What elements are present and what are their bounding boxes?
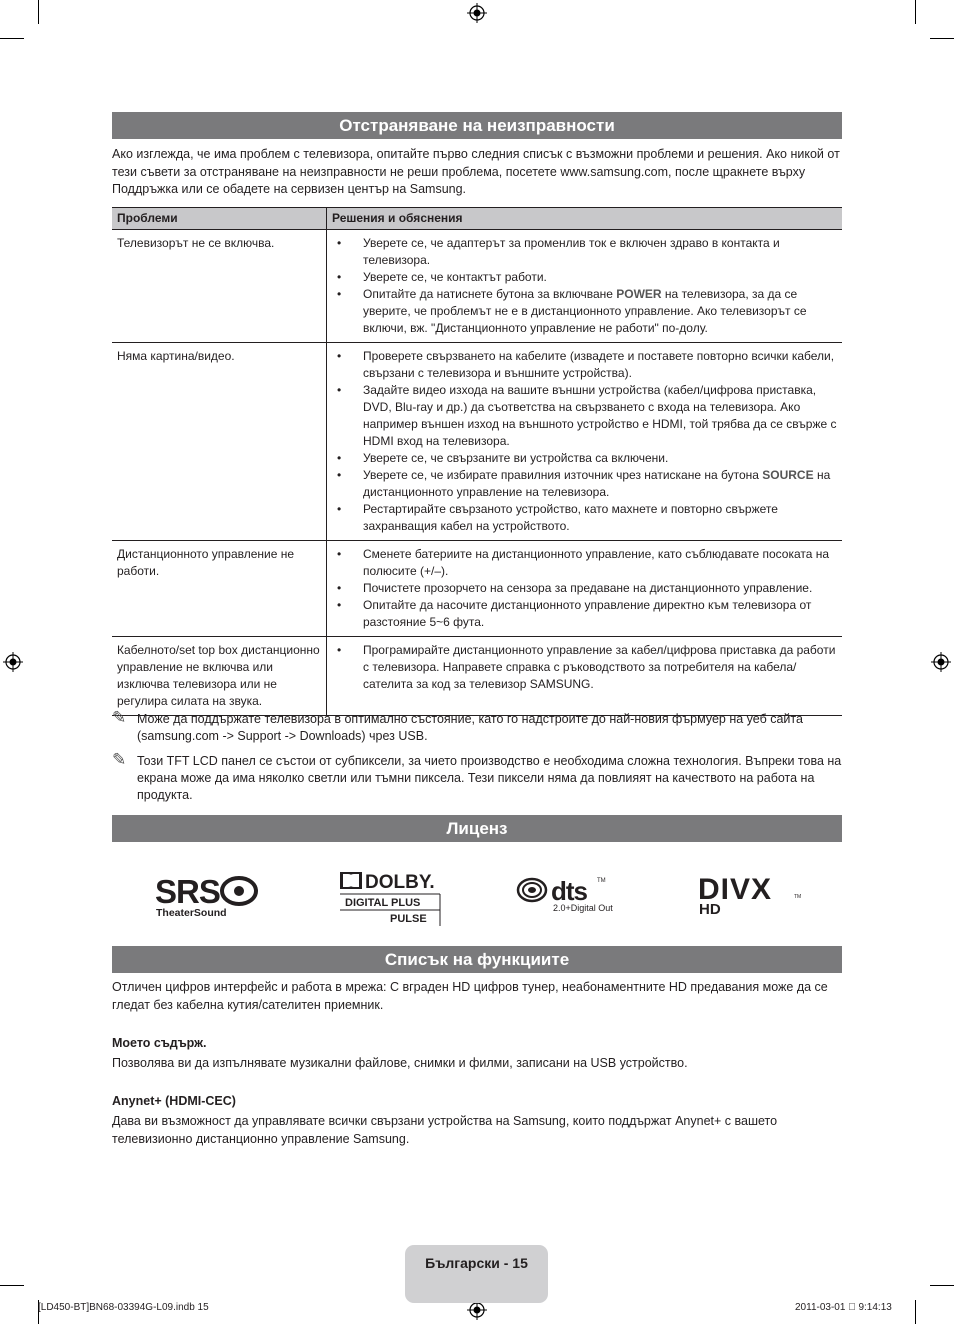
svg-text:TM: TM	[597, 878, 606, 884]
solution-item: • Проверете свързването на кабелите (извадете и поставете повторно всички кабели, свързани с телевизора и външните устройства).	[357, 348, 837, 382]
solution-item: • Сменете батериите на дистанционното управление, като съблюдавате посоката на полюсите (+/–).	[357, 546, 837, 580]
note-pixels	[112, 750, 842, 804]
problem-cell: Телевизорът не се включва.	[112, 230, 327, 343]
note-text: Този TFT LCD панел се състои от субпиксели, за чието производство е необходима сложна технология. Въпреки това на екрана може да има няколко светли или тъмни пиксела. Тези пиксели няма да повлияят на качеството на работа на продукта.	[137, 754, 842, 802]
svg-text:2.0+Digital Out: 2.0+Digital Out	[553, 903, 613, 913]
crop-mark	[915, 1300, 916, 1324]
registration-mark-icon	[931, 652, 951, 672]
solution-item: • Рестартирайте свързаното устройство, като махнете и повторно свържете захранващия кабел на устройството.	[357, 501, 837, 535]
section-title-features: Списък на функциите	[112, 946, 842, 973]
svg-text:DIVX: DIVX	[698, 873, 773, 906]
section-title-troubleshooting: Отстраняване на неизправности	[112, 112, 842, 139]
crop-mark	[38, 0, 39, 24]
pencil-note-icon: ✎	[112, 708, 127, 727]
keyword-power: POWER	[616, 287, 662, 301]
troubleshooting-intro: Ако изглежда, че има проблем с телевизора, опитайте първо следния списък с възможни проблеми и решения. Ако никой от тези съвети за отстраняване на неизправности не реши проблема, посетете www.samsung.com, после щракнете върху Поддръжка или се обадете на сервизен център на Samsung.	[112, 147, 840, 196]
feature-heading: Моето съдърж.	[112, 1036, 207, 1050]
features-intro: Отличен цифров интерфейс и работа в мрежа: С вграден HD цифров тунер, неабонаментните HD предавания може да се гледат без кабелна кутия/сателитен приемник.	[112, 980, 828, 1012]
dolby-logo-icon	[340, 872, 442, 926]
solution-cell	[327, 343, 843, 541]
solution-item: • Опитайте да натиснете бутона за включване POWER на телевизора, за да се уверите, че проблемът не е в дистанционното управление. Ако телевизорът се включи, вж. "Дистанционното управление не работи" по-долу.	[357, 286, 837, 337]
table-row	[112, 637, 842, 716]
table-row	[112, 343, 842, 541]
slug-file-info: [LD450-BT]BN68-03394G-L09.indb 15	[38, 1302, 209, 1313]
keyword-source: SOURCE	[762, 468, 814, 482]
srs-logo-icon	[155, 872, 260, 920]
svg-text:SRS: SRS	[155, 873, 220, 910]
crop-mark	[930, 1285, 954, 1286]
feature-heading: Anynet+ (HDMI-CEC)	[112, 1094, 236, 1108]
column-header-problems: Проблеми	[112, 208, 327, 230]
crop-mark	[915, 0, 916, 24]
divx-logo-icon	[698, 872, 804, 916]
solution-cell	[327, 541, 843, 637]
feature-text: Позволява ви да изпълнявате музикални файлове, снимки и филми, записани на USB устройство.	[112, 1056, 688, 1070]
solution-item: • Уверете се, че избирате правилния източник чрез натискане на бутона SOURCE на дистанционното управление на телевизора.	[357, 467, 837, 501]
solution-item: • Уверете се, че контактът работи.	[357, 269, 837, 286]
registration-mark-icon	[3, 652, 23, 672]
problem-cell: Дистанционното управление не работи.	[112, 541, 327, 637]
svg-text:HD: HD	[699, 901, 721, 916]
solution-item: • Уверете се, че свързаните ви устройства са включени.	[357, 450, 837, 467]
solution-cell	[327, 637, 843, 716]
srs-theatersound-logo	[155, 872, 260, 920]
problem-cell: Кабелното/set top box дистанционно управление не включва или изключва телевизора или не регулира силата на звука.	[112, 637, 327, 716]
feature-text: Дава ви възможност да управлявате всички свързани устройства на Samsung, които поддържат Anynet+ с вашето телевизионно дистанционно управление Samsung.	[112, 1114, 778, 1146]
solution-item: • Почистете прозорчето на сензора за предаване на дистанционното управление.	[357, 580, 837, 597]
dts-logo-icon	[515, 876, 625, 916]
solution-item: • Уверете се, че адаптерът за променлив ток е включен здраво в контакта и телевизора.	[357, 235, 837, 269]
divx-hd-logo	[698, 872, 804, 916]
pencil-note-icon: ✎	[112, 750, 127, 769]
svg-text:dts: dts	[551, 876, 587, 906]
note-text: Може да поддържате телевизора в оптимално състояние, като го надстроите до най-новия фърмуер на уеб сайта (samsung.com -> Support -> Downloads) чрез USB.	[137, 712, 803, 743]
dolby-digital-plus-pulse-logo	[340, 872, 442, 926]
table-header-row	[112, 208, 842, 230]
troubleshooting-table	[112, 207, 842, 716]
svg-text:DOLBY.: DOLBY.	[365, 872, 435, 893]
svg-text:TheaterSound: TheaterSound	[156, 907, 227, 919]
problem-cell: Няма картина/видео.	[112, 343, 327, 541]
svg-text:TM: TM	[794, 894, 802, 900]
solution-item: • Задайте видео изхода на вашите външни устройства (кабел/цифрова приставка, DVD, Blu-ray и др.) да съответства на свързването с входа на телевизора. Ако например външен изход на външното устройство е HDMI, той трябва да се свърже с HDMI вход на телевизора.	[357, 382, 837, 450]
page-number-badge: Български - 15	[405, 1245, 548, 1303]
section-title-license: Лиценз	[112, 815, 842, 842]
crop-mark	[0, 38, 24, 39]
solution-item: • Програмирайте дистанционното управление за кабел/цифрова приставка да работи с телевизора. Направете справка с ръководството за потребителя на кабела/сателита за код за телевизор SAMSUNG.	[357, 642, 837, 693]
solution-item: • Опитайте да насочите дистанционното управление директно към телевизора от разстояние 5~6 фута.	[357, 597, 837, 631]
crop-mark	[0, 1285, 24, 1286]
registration-mark-icon	[467, 3, 487, 23]
registration-mark-icon	[467, 1300, 487, 1320]
table-row	[112, 230, 842, 343]
solution-cell	[327, 230, 843, 343]
dts-digital-out-logo	[515, 876, 625, 916]
svg-text:DIGITAL PLUS: DIGITAL PLUS	[345, 897, 421, 909]
svg-text:PULSE: PULSE	[390, 913, 427, 925]
note-firmware	[112, 708, 842, 745]
crop-mark	[930, 38, 954, 39]
column-header-solutions: Решения и обяснения	[327, 208, 843, 230]
slug-date-time: 2011-03-01   9:14:13	[795, 1302, 892, 1313]
table-row	[112, 541, 842, 637]
